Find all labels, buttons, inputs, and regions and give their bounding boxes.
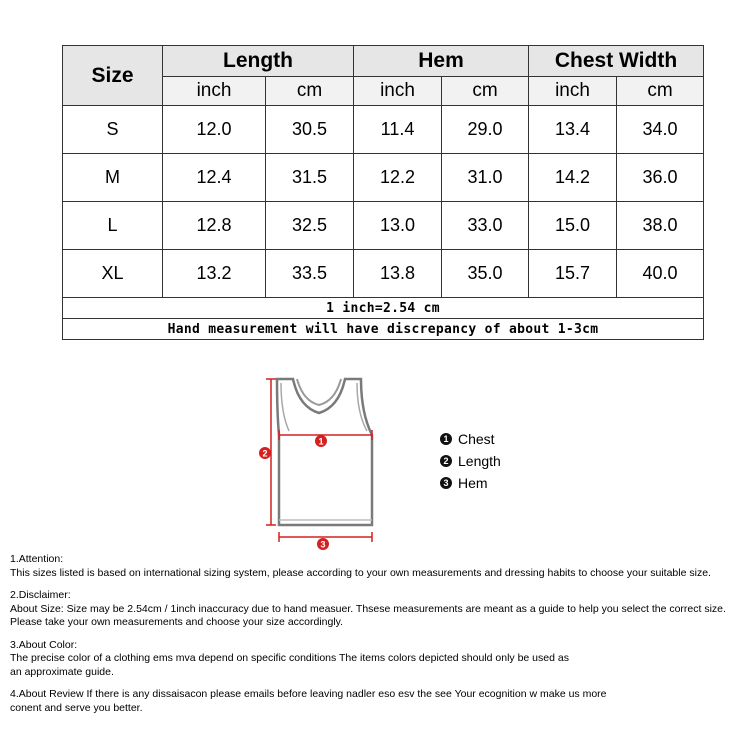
note-title: 3.About Color: bbox=[10, 638, 78, 651]
note-line: About Size: Size may be 2.54cm / 1inch inaccuracy due to hand measuer. Thsese measurements are meant as a guide to help you select the correct size. bbox=[10, 602, 726, 615]
discrepancy-note: Hand measurement will have discrepancy of about 1-3cm bbox=[63, 319, 704, 340]
value-cell: 11.4 bbox=[354, 106, 442, 154]
unit-cell: inch bbox=[163, 77, 266, 106]
value-cell: 13.8 bbox=[354, 250, 442, 298]
note-color bbox=[10, 639, 745, 680]
note-disclaimer bbox=[10, 589, 745, 630]
size-label: M bbox=[63, 154, 163, 202]
table-header-row bbox=[63, 46, 704, 77]
legend-item-hem bbox=[440, 472, 501, 494]
value-cell: 35.0 bbox=[442, 250, 529, 298]
legend-number: 1 bbox=[440, 433, 452, 445]
note-line: The precise color of a clothing ems mva depend on specific conditions The items colors depicted should only be used as bbox=[10, 652, 569, 664]
header-hem: Hem bbox=[354, 46, 529, 77]
marker-1-label: 1 bbox=[318, 436, 324, 447]
legend-label: Hem bbox=[458, 475, 488, 491]
legend-item-chest bbox=[440, 428, 501, 450]
unit-cell: inch bbox=[529, 77, 617, 106]
value-cell: 31.5 bbox=[266, 154, 354, 202]
table-row bbox=[63, 202, 704, 250]
note-line: conent and serve you better. bbox=[10, 701, 143, 714]
note-line: an approximate guide. bbox=[10, 665, 114, 678]
conversion-row bbox=[63, 298, 704, 319]
note-line: 4.About Review If there is any dissaisacon please emails before leaving nadler eso esv the see Your ecognition w make us more bbox=[10, 688, 607, 700]
value-cell: 34.0 bbox=[617, 106, 704, 154]
value-cell: 13.0 bbox=[354, 202, 442, 250]
table-row bbox=[63, 250, 704, 298]
discrepancy-row bbox=[63, 319, 704, 340]
note-line: This sizes listed is based on international sizing system, please according to your own measurements and dressing habits to choose your suitable size. bbox=[10, 566, 711, 579]
value-cell: 12.0 bbox=[163, 106, 266, 154]
value-cell: 32.5 bbox=[266, 202, 354, 250]
value-cell: 29.0 bbox=[442, 106, 529, 154]
value-cell: 36.0 bbox=[617, 154, 704, 202]
value-cell: 38.0 bbox=[617, 202, 704, 250]
header-size: Size bbox=[63, 46, 163, 106]
unit-cell: cm bbox=[617, 77, 704, 106]
size-chart-table bbox=[62, 45, 704, 340]
table-row bbox=[63, 154, 704, 202]
value-cell: 13.2 bbox=[163, 250, 266, 298]
value-cell: 33.0 bbox=[442, 202, 529, 250]
table-row bbox=[63, 106, 704, 154]
legend-item-length bbox=[440, 450, 501, 472]
value-cell: 15.7 bbox=[529, 250, 617, 298]
disclaimer-notes bbox=[10, 553, 745, 724]
legend-number: 3 bbox=[440, 477, 452, 489]
value-cell: 30.5 bbox=[266, 106, 354, 154]
value-cell: 40.0 bbox=[617, 250, 704, 298]
tank-top-diagram bbox=[255, 373, 385, 553]
value-cell: 13.4 bbox=[529, 106, 617, 154]
unit-cell: cm bbox=[266, 77, 354, 106]
value-cell: 12.4 bbox=[163, 154, 266, 202]
size-label: XL bbox=[63, 250, 163, 298]
value-cell: 12.8 bbox=[163, 202, 266, 250]
header-chest-width: Chest Width bbox=[529, 46, 704, 77]
size-label: L bbox=[63, 202, 163, 250]
marker-2-label: 2 bbox=[262, 448, 268, 459]
marker-3-label: 3 bbox=[320, 539, 326, 550]
note-title: 1.Attention: bbox=[10, 553, 64, 565]
note-title: 2.Disclaimer: bbox=[10, 589, 71, 601]
legend-number: 2 bbox=[440, 455, 452, 467]
header-length: Length bbox=[163, 46, 354, 77]
value-cell: 14.2 bbox=[529, 154, 617, 202]
value-cell: 15.0 bbox=[529, 202, 617, 250]
note-review bbox=[10, 688, 745, 715]
measurement-legend bbox=[440, 428, 501, 494]
value-cell: 31.0 bbox=[442, 154, 529, 202]
note-attention bbox=[10, 553, 745, 580]
value-cell: 33.5 bbox=[266, 250, 354, 298]
unit-cell: inch bbox=[354, 77, 442, 106]
legend-label: Chest bbox=[458, 431, 495, 447]
size-label: S bbox=[63, 106, 163, 154]
unit-cell: cm bbox=[442, 77, 529, 106]
conversion-note: 1 inch=2.54 cm bbox=[63, 298, 704, 319]
legend-label: Length bbox=[458, 453, 501, 469]
note-line: Please take your own measurements and choose your size accordingly. bbox=[10, 616, 344, 628]
value-cell: 12.2 bbox=[354, 154, 442, 202]
